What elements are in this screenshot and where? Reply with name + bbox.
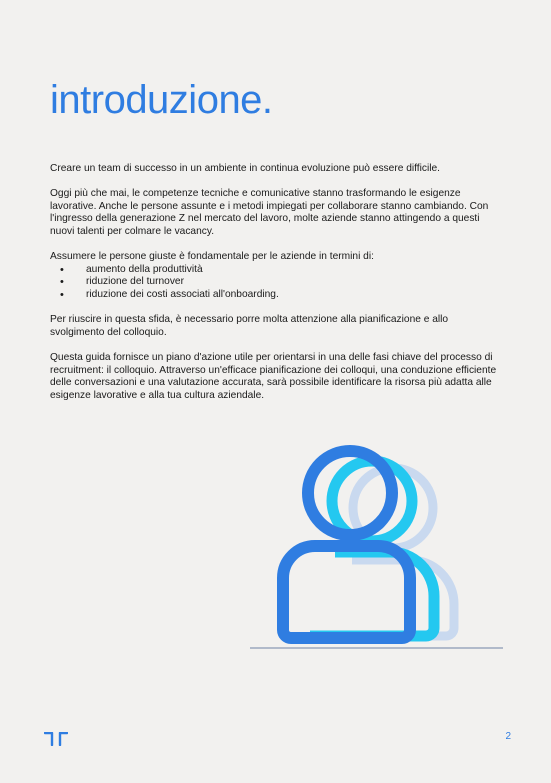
benefits-list (50, 264, 500, 302)
paragraph-2: Oggi più che mai, le competenze tecniche e comunicative stanno trasformando le esigenze lavorative. Anche le persone assunte e i metodi impiegati per collaborare stanno cambiando. Con l'ingresso della generazione Z nel mercato del lavoro, molte aziende stanno attingendo a questi nuovi talenti per colmare le vacancy. (50, 188, 489, 237)
person-group-icon (250, 438, 505, 653)
paragraph-4: Per riuscire in questa sfida, è necessario porre molta attenzione alla pianificazione e allo svolgimento del colloquio. (50, 314, 449, 338)
page-number: 2 (505, 731, 511, 742)
paragraph-1: Creare un team di successo in un ambiente in continua evoluzione può essere difficile. (50, 163, 440, 174)
list-item: • riduzione dei costi associati all'onboarding. (50, 289, 500, 302)
brand-logo-icon (44, 732, 68, 746)
page-title: introduzione. (50, 78, 273, 122)
person-front-icon (283, 451, 410, 638)
paragraph-3: Assumere le persone giuste è fondamentale per le aziende in termini di: (50, 251, 374, 263)
list-item: • riduzione del turnover (50, 276, 500, 289)
intro-body (50, 163, 500, 415)
list-item: • aumento della produttività (50, 264, 500, 277)
paragraph-5: Questa guida fornisce un piano d'azione utile per orientarsi in una delle fasi chiave del processo di recruitment: il colloquio. Attraverso un'efficace pianificazione dei colloqui, una conduzione efficiente delle conversazioni e una valutazione accurata, sarà possibile identificare la risorsa più adatta alle esigenze lavorative e alla tua cultura aziendale. (50, 351, 497, 401)
